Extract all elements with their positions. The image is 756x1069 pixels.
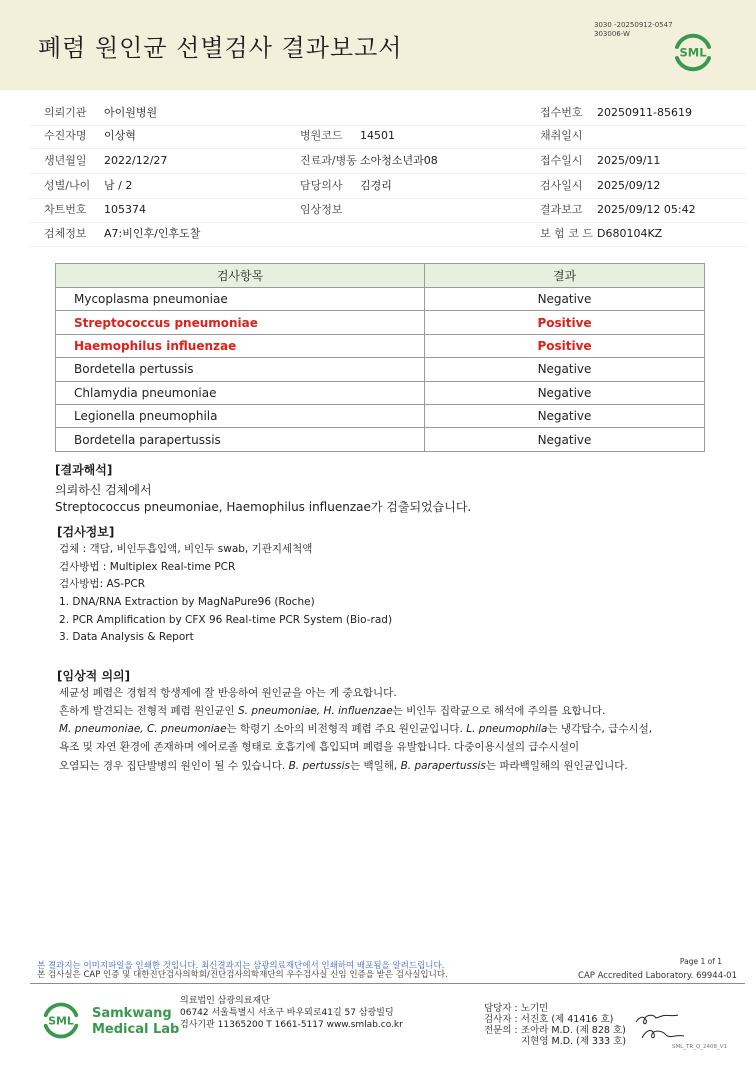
- organization-address: 06742 서울특별시 서초구 바우뫼로41길 57 삼광빌딩: [180, 1008, 394, 1018]
- test-date-label: 검사일시: [540, 179, 583, 192]
- test-result-value: Positive: [425, 334, 705, 357]
- clinical-text: 세균성 폐렴은 경험적 항생제에 잘 반응하여 원인균을 아는 게 중요합니다.: [59, 687, 397, 699]
- staff-line: 담당자 : 노기민: [484, 1003, 549, 1014]
- organization-name: 의료법인 삼광의료재단: [180, 996, 270, 1006]
- info-row: [30, 101, 746, 126]
- clinical-text: 는 비인두 집락균으로 해석에 주의를 요합니다.: [392, 705, 606, 717]
- test-info-line: 3. Data Analysis & Report: [59, 631, 194, 643]
- test-info-line: 검사방법: AS-PCR: [59, 578, 146, 590]
- result-row: [56, 311, 705, 334]
- info-row: [30, 124, 746, 149]
- department-ward-value: 소아청소년과08: [360, 154, 438, 167]
- info-row: [30, 149, 746, 174]
- patient-name-value: 이상혁: [104, 129, 136, 142]
- species-name: S. pneumoniae, H. influenzae: [237, 705, 393, 717]
- birth-date-label: 생년월일: [44, 154, 87, 167]
- brand-name-line-2: Medical Lab: [92, 1022, 180, 1037]
- test-item-name: Haemophilus influenzae: [56, 334, 425, 357]
- results-header-row: [56, 264, 705, 288]
- test-item-name: Streptococcus pneumoniae: [56, 311, 425, 334]
- test-item-name: Bordetella parapertussis: [56, 428, 425, 451]
- result-row: [56, 358, 705, 381]
- staff-line: 검사자 : 서진호 (제 41416 호): [484, 1014, 614, 1025]
- receipt-number-value: 20250911-85619: [597, 106, 692, 119]
- test-date-value: 2025/09/12: [597, 179, 661, 192]
- test-item-name: Bordetella pertussis: [56, 358, 425, 381]
- doc-code-1: 3030 -20250912-0547: [594, 21, 673, 29]
- sex-age-value: 남 / 2: [104, 179, 133, 192]
- test-result-value: Negative: [425, 381, 705, 404]
- specimen-info-value: A7:비인후/인후도찰: [104, 227, 201, 240]
- physician-value: 김경리: [360, 179, 392, 192]
- clinical-line: [59, 704, 605, 718]
- result-row: [56, 381, 705, 404]
- insurance-code-label: 보 험 코 드: [540, 227, 593, 240]
- test-info-heading: [검사정보]: [57, 525, 115, 539]
- report-datetime-label: 결과보고: [540, 203, 583, 216]
- test-result-value: Negative: [425, 358, 705, 381]
- test-result-value: Negative: [425, 428, 705, 451]
- chart-number-value: 105374: [104, 203, 146, 216]
- interpretation-heading: [결과해석]: [55, 463, 113, 477]
- specimen-info-label: 검체정보: [44, 227, 87, 240]
- staff-line: 전문의 : 조아라 M.D. (제 828 호): [484, 1025, 626, 1036]
- signature-2: [642, 1031, 684, 1038]
- hospital-code-label: 병원코드: [300, 129, 343, 142]
- clinical-line: [59, 686, 397, 700]
- info-row: [30, 222, 746, 247]
- report-datetime-value: 2025/09/12 05:42: [597, 203, 696, 216]
- clinical-text: 는 백일해,: [349, 760, 401, 772]
- species-name: B. parapertussis: [400, 760, 486, 772]
- test-result-value: Negative: [425, 288, 705, 311]
- test-info-line: 1. DNA/RNA Extraction by MagNaPure96 (Roche): [59, 596, 315, 608]
- report-title: 폐렴 원인균 선별검사 결과보고서: [38, 34, 403, 62]
- species-name: L. pneumophila: [466, 723, 548, 735]
- collection-datetime-label: 채취일시: [540, 129, 583, 142]
- doc-code-2: 303006-W: [594, 30, 630, 38]
- species-name: M. pneumoniae, C. pneumoniae: [59, 723, 227, 735]
- result-row: [56, 288, 705, 311]
- clinical-text: 오염되는 경우 집단발병의 원인이 될 수 있습니다.: [59, 760, 289, 772]
- footer-divider: [30, 983, 745, 984]
- organization-contact: 검사기관 11365200 T 1661-5117 www.smlab.co.kr: [180, 1020, 403, 1030]
- info-row: [30, 198, 746, 223]
- insurance-code-value: D680104KZ: [597, 227, 663, 240]
- clinical-line: [59, 722, 652, 736]
- sml-logo-text: SML: [48, 1014, 74, 1028]
- result-header: 결과: [425, 264, 705, 288]
- result-row: [56, 404, 705, 427]
- test-item-name: Mycoplasma pneumoniae: [56, 288, 425, 311]
- brand-name-line-1: Samkwang: [92, 1006, 172, 1021]
- requesting-institution-value: 아이원병원: [104, 106, 158, 119]
- clinical-text: 는 냉각탑수, 급수시설,: [547, 723, 653, 735]
- species-name: B. pertussis: [288, 760, 350, 772]
- result-row: [56, 428, 705, 451]
- test-info-line: 검체 : 객담, 비인두흡입액, 비인두 swab, 기관지세척액: [59, 543, 313, 555]
- hospital-code-value: 14501: [360, 129, 395, 142]
- interpretation-line: 의뢰하신 검체에서: [55, 483, 152, 497]
- chart-number-label: 차트번호: [44, 203, 87, 216]
- clinical-line: [59, 759, 628, 773]
- test-info-line: 검사방법 : Multiplex Real-time PCR: [59, 561, 236, 573]
- interpretation-line: Streptococcus pneumoniae, Haemophilus influenzae가 검출되었습니다.: [55, 500, 472, 514]
- birth-date-value: 2022/12/27: [104, 154, 168, 167]
- clinical-info-label: 임상정보: [300, 203, 343, 216]
- cap-certification-notice: 본 검사실은 CAP 인증 및 대한진단검사의학회/진단검사의학재단의 우수검사실 신임 인증을 받은 검사실입니다.: [37, 970, 448, 980]
- clinical-text: 는 파라백일해의 원인균입니다.: [485, 760, 628, 772]
- form-code: SML_TR_Q_2408_V1: [672, 1044, 728, 1050]
- signatures: [632, 1008, 688, 1044]
- test-result-value: Negative: [425, 404, 705, 427]
- clinical-line: [59, 740, 579, 754]
- result-row: [56, 334, 705, 357]
- requesting-institution-label: 의뢰기관: [44, 106, 87, 119]
- test-item-header: 검사항목: [56, 264, 425, 288]
- sex-age-label: 성별/나이: [44, 179, 91, 192]
- receipt-date-value: 2025/09/11: [597, 154, 661, 167]
- test-item-name: Legionella pneumophila: [56, 404, 425, 427]
- clinical-text: 는 학령기 소아의 비전형적 폐렴 주요 원인균입니다.: [226, 723, 467, 735]
- sml-logo-text: SML: [679, 45, 707, 60]
- clinical-heading: [임상적 의의]: [57, 669, 131, 683]
- department-ward-label: 진료과/병동: [300, 154, 357, 167]
- info-row: [30, 174, 746, 199]
- sml-logo: [671, 30, 715, 74]
- test-item-name: Chlamydia pneumoniae: [56, 381, 425, 404]
- physician-label: 담당의사: [300, 179, 343, 192]
- page-number: Page 1 of 1: [679, 957, 722, 966]
- staff-line: 지현영 M.D. (제 333 호): [521, 1036, 627, 1047]
- clinical-text: 욕조 및 자연 환경에 존재하며 에어로졸 형태로 호흡기에 흡입되며 폐렴을 유발합니다. 다중이용시설의 급수시설이: [59, 741, 580, 753]
- clinical-text: 흔하게 발견되는 전형적 폐렴 원인균인: [59, 705, 238, 717]
- receipt-date-label: 접수일시: [540, 154, 583, 167]
- print-notice: 본 결과지는 이미지파일을 인쇄한 것입니다. 최신결과지는 삼광의료재단에서 인쇄하여 배포됨을 알려드립니다.: [37, 961, 445, 971]
- test-result-value: Positive: [425, 311, 705, 334]
- results-table: [55, 263, 705, 452]
- patient-name-label: 수진자명: [44, 129, 87, 142]
- sml-logo-footer: [40, 999, 82, 1041]
- test-info-line: 2. PCR Amplification by CFX 96 Real-time PCR System (Bio-rad): [59, 614, 393, 626]
- receipt-number-label: 접수번호: [540, 106, 583, 119]
- signature-1: [636, 1015, 678, 1024]
- cap-accreditation: CAP Accredited Laboratory. 69944-01: [578, 971, 737, 981]
